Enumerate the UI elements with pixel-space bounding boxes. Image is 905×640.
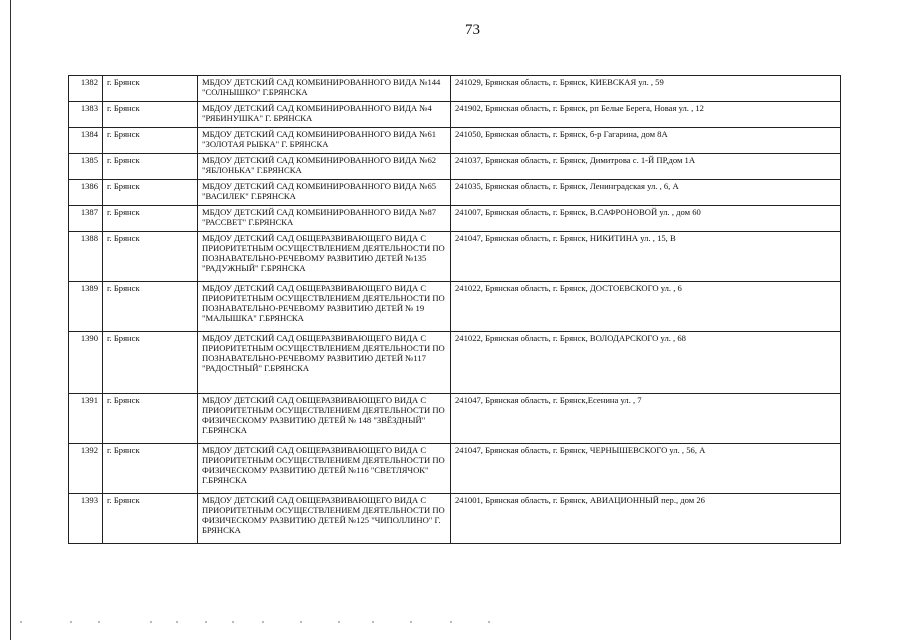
table-row [69,494,841,544]
row-address-cell: 241047, Брянская область, г. Брянск,Есенина ул. , 7 [451,394,841,444]
scan-speck [205,621,207,623]
row-institution-name-cell: МБДОУ ДЕТСКИЙ САД ОБЩЕРАЗВИВАЮЩЕГО ВИДА С ПРИОРИТЕТНЫМ ОСУЩЕСТВЛЕНИЕМ ДЕЯТЕЛЬНОСТИ ПО ФИЗИЧЕСКОМУ РАЗВИТИЮ ДЕТЕЙ №125 "ЧИПОЛЛИНО" Г. БРЯНСКА [198,494,451,544]
registry-table-body [69,76,841,544]
table-row [69,444,841,494]
page-number: 73 [465,22,480,38]
row-institution-name-cell: МБДОУ ДЕТСКИЙ САД ОБЩЕРАЗВИВАЮЩЕГО ВИДА С ПРИОРИТЕТНЫМ ОСУЩЕСТВЛЕНИЕМ ДЕЯТЕЛЬНОСТИ ПО ПОЗНАВАТЕЛЬНО-РЕЧЕВОМУ РАЗВИТИЮ ДЕТЕЙ №135 "РАДУЖНЫЙ" Г.БРЯНСКА [198,232,451,282]
row-number-cell: 1389 [69,282,103,332]
row-number-cell: 1382 [69,76,103,102]
scan-speck [20,621,22,623]
row-institution-name-cell: МБДОУ ДЕТСКИЙ САД ОБЩЕРАЗВИВАЮЩЕГО ВИДА С ПРИОРИТЕТНЫМ ОСУЩЕСТВЛЕНИЕМ ДЕЯТЕЛЬНОСТИ ПО ФИЗИЧЕСКОМУ РАЗВИТИЮ ДЕТЕЙ №116 "СВЕТЛЯЧОК" Г.БРЯНСКА [198,444,451,494]
scan-noise [0,621,905,627]
row-address-cell: 241037, Брянская область, г. Брянск, Димитрова с. 1-Й ПР,дом 1А [451,154,841,180]
row-address-cell: 241047, Брянская область, г. Брянск, ЧЕРНЫШЕВСКОГО ул. , 56, А [451,444,841,494]
kindergarten-registry-table [68,75,841,544]
table-row [69,154,841,180]
row-number-cell: 1390 [69,332,103,394]
row-city-cell: г. Брянск [103,232,198,282]
row-institution-name-cell: МБДОУ ДЕТСКИЙ САД КОМБИНИРОВАННОГО ВИДА №65 "ВАСИЛЕК" Г.БРЯНСКА [198,180,451,206]
row-address-cell: 241007, Брянская область, г. Брянск, В.САФРОНОВОЙ ул. , дом 60 [451,206,841,232]
scan-speck [410,621,412,623]
scan-speck [232,621,234,623]
scan-speck [176,621,178,623]
row-city-cell: г. Брянск [103,444,198,494]
row-number-cell: 1385 [69,154,103,180]
row-number-cell: 1392 [69,444,103,494]
row-city-cell: г. Брянск [103,180,198,206]
row-institution-name-cell: МБДОУ ДЕТСКИЙ САД ОБЩЕРАЗВИВАЮЩЕГО ВИДА С ПРИОРИТЕТНЫМ ОСУЩЕСТВЛЕНИЕМ ДЕЯТЕЛЬНОСТИ ПО ПОЗНАВАТЕЛЬНО-РЕЧЕВОМУ РАЗВИТИЮ ДЕТЕЙ №117 "РАДОСТНЫЙ" Г.БРЯНСКА [198,332,451,394]
row-city-cell: г. Брянск [103,282,198,332]
scan-speck [372,621,374,623]
row-city-cell: г. Брянск [103,128,198,154]
table-row [69,206,841,232]
scan-speck [300,621,302,623]
row-address-cell: 241047, Брянская область, г. Брянск, НИКИТИНА ул. , 15, В [451,232,841,282]
row-city-cell: г. Брянск [103,154,198,180]
row-institution-name-cell: МБДОУ ДЕТСКИЙ САД КОМБИНИРОВАННОГО ВИДА №62 "ЯБЛОНЬКА" Г.БРЯНСКА [198,154,451,180]
row-number-cell: 1393 [69,494,103,544]
row-city-cell: г. Брянск [103,76,198,102]
row-address-cell: 241902, Брянская область, г. Брянск, рп Белые Берега, Новая ул. , 12 [451,102,841,128]
row-number-cell: 1387 [69,206,103,232]
scan-speck [488,621,490,623]
row-institution-name-cell: МБДОУ ДЕТСКИЙ САД КОМБИНИРОВАННОГО ВИДА №87 "РАССВЕТ" Г.БРЯНСКА [198,206,451,232]
row-institution-name-cell: МБДОУ ДЕТСКИЙ САД ОБЩЕРАЗВИВАЮЩЕГО ВИДА С ПРИОРИТЕТНЫМ ОСУЩЕСТВЛЕНИЕМ ДЕЯТЕЛЬНОСТИ ПО ФИЗИЧЕСКОМУ РАЗВИТИЮ ДЕТЕЙ № 148 "ЗВЁЗДНЫЙ" Г.БРЯНСКА [198,394,451,444]
table-row [69,180,841,206]
row-number-cell: 1384 [69,128,103,154]
row-institution-name-cell: МБДОУ ДЕТСКИЙ САД КОМБИНИРОВАННОГО ВИДА №61 "ЗОЛОТАЯ РЫБКА" Г. БРЯНСКА [198,128,451,154]
scan-speck [150,621,152,623]
table-row [69,282,841,332]
row-number-cell: 1388 [69,232,103,282]
scan-speck [70,621,72,623]
table-row [69,394,841,444]
table-row [69,332,841,394]
scan-speck [262,621,264,623]
row-city-cell: г. Брянск [103,206,198,232]
row-address-cell: 241050, Брянская область, г. Брянск, б-р Гагарина, дом 8А [451,128,841,154]
row-institution-name-cell: МБДОУ ДЕТСКИЙ САД КОМБИНИРОВАННОГО ВИДА №4 "РЯБИНУШКА" Г. БРЯНСКА [198,102,451,128]
row-institution-name-cell: МБДОУ ДЕТСКИЙ САД ОБЩЕРАЗВИВАЮЩЕГО ВИДА С ПРИОРИТЕТНЫМ ОСУЩЕСТВЛЕНИЕМ ДЕЯТЕЛЬНОСТИ ПО ПОЗНАВАТЕЛЬНО-РЕЧЕВОМУ РАЗВИТИЮ ДЕТЕЙ № 19 "МАЛЫШКА" Г.БРЯНСКА [198,282,451,332]
row-institution-name-cell: МБДОУ ДЕТСКИЙ САД КОМБИНИРОВАННОГО ВИДА №144 "СОЛНЫШКО" Г.БРЯНСКА [198,76,451,102]
table-row [69,232,841,282]
row-address-cell: 241022, Брянская область, г. Брянск, ДОСТОЕВСКОГО ул. , 6 [451,282,841,332]
scan-speck [338,621,340,623]
row-address-cell: 241022, Брянская область, г. Брянск, ВОЛОДАРСКОГО ул. , 68 [451,332,841,394]
table-row [69,76,841,102]
row-address-cell: 241001, Брянская область, г. Брянск, АВИАЦИОННЫЙ пер., дом 26 [451,494,841,544]
row-number-cell: 1386 [69,180,103,206]
table-row [69,102,841,128]
row-city-cell: г. Брянск [103,494,198,544]
table-row [69,128,841,154]
page-edge-rule [10,0,11,640]
row-address-cell: 241029, Брянская область, г. Брянск, КИЕВСКАЯ ул. , 59 [451,76,841,102]
row-number-cell: 1391 [69,394,103,444]
scan-speck [98,621,100,623]
row-city-cell: г. Брянск [103,394,198,444]
scan-speck [450,621,452,623]
row-city-cell: г. Брянск [103,332,198,394]
row-city-cell: г. Брянск [103,102,198,128]
row-number-cell: 1383 [69,102,103,128]
row-address-cell: 241035, Брянская область, г. Брянск, Ленинградская ул. , 6, А [451,180,841,206]
